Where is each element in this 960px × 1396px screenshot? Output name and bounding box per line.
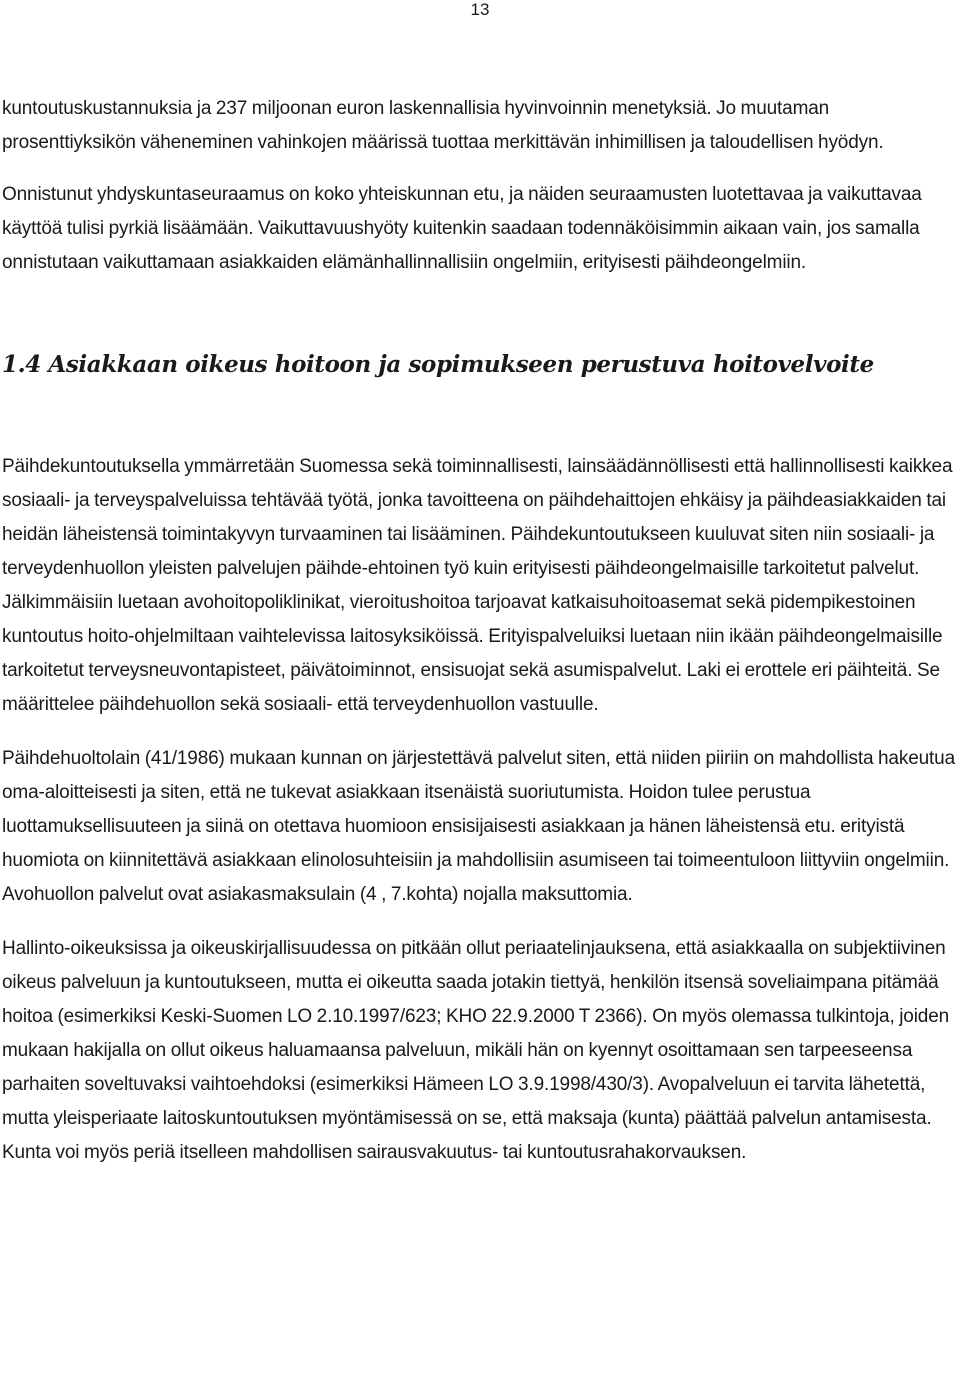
paragraph-2: Onnistunut yhdyskuntaseuraamus on koko yhteiskunnan etu, ja näiden seuraamusten luotettavaa ja vaikuttavaa käyttöä tulisi pyrkiä lisäämään. Vaikuttavuushyöty kuitenkin saadaan todennäköisimmin aikaan vain, jos samalla onnistutaan vaikuttamaan asiakkaiden elämänhallinnallisiin ongelmiin, erityisesti päihdeongelmiin.	[2, 184, 922, 273]
paragraph-4: Päihdehuoltolain (41/1986) mukaan kunnan on järjestettävä palvelut siten, että niiden piiriin on mahdollista hakeutua oma-aloitteisesti ja siten, että ne tukevat asiakkaan itsenäistä suoriutumista. Hoidon tulee perustua luottamuksellisuuteen ja siinä on otettava huomioon ensisijaisesti asiakkaan ja hänen läheistensä etu. erityistä huomiota on kiinnitettävä asiakkaan elinolosuhteisiin ja mahdollisiin asumiseen tai toimeentuloon liittyviin ongelmiin. Avohuollon palvelut ovat asiakasmaksulain (4 , 7.kohta) nojalla maksuttomia.	[2, 748, 955, 905]
section-heading: 1.4 Asiakkaan oikeus hoitoon ja sopimukseen perustuva hoitovelvoite	[2, 351, 874, 378]
paragraph-5: Hallinto-oikeuksissa ja oikeuskirjallisuudessa on pitkään ollut periaatelinjauksena, että asiakkaalla on subjektiivinen oikeus palveluun ja kuntoutukseen, mutta ei oikeutta saada jotakin tiettyä, henkilön itsensä soveliaimpana pitämää hoitoa (esimerkiksi Keski-Suomen LO 2.10.1997/623; KHO 22.9.2000 T 2366). On myös olemassa tulkintoja, joiden mukaan hakijalla on ollut oikeus haluamaansa palveluun, mikäli hän on kyennyt osoittamaan sen tarpeeseensa parhaiten soveltuvaksi vaihtoehdoksi (esimerkiksi Hämeen LO 3.9.1998/430/3). Avopalveluun ei tarvita lähetettä, mutta yleisperiaate laitoskuntoutuksen myöntämisessä on se, että maksaja (kunta) päättää palvelun antamisesta. Kunta voi myös periä itselleen mahdollisen sairausvakuutus- tai kuntoutusrahakorvauksen.	[2, 938, 950, 1163]
page-number: 13	[470, 0, 490, 19]
paragraph-3: Päihdekuntoutuksella ymmärretään Suomessa sekä toiminnallisesti, lainsäädännöllisesti että hallinnollisesti kaikkea sosiaali- ja terveyspalveluissa tehtävää työtä, jonka tavoitteena on päihdehaittojen ehkäisy ja päihdeasiakkaiden tai heidän läheistensä toimintakyvyn turvaaminen tai lisääminen. Päihdekuntoutukseen kuuluvat siten niin sosiaali- ja terveydenhuollon yleisten palvelujen päihde-ehtoinen työ kuin erityisesti päihdeongelmaisille tarkoitetut palvelut. Jälkimmäisiin luetaan avohoitopoliklinikat, vieroitushoitoa tarjoavat katkaisuhoitoasemat sekä pidempikestoinen kuntoutus hoito-ohjelmiltaan vaihtelevissa laitosyksiköissä. Erityispalveluiksi luetaan niin ikään päihdeongelmaisille tarkoitetut terveysneuvontapisteet, päivätoiminnot, ensisuojat sekä asumispalvelut. Laki ei erottele eri päihteitä. Se määrittelee päihdehuollon sekä sosiaali- että terveydenhuollon vastuulle.	[2, 456, 953, 715]
document-body	[2, 92, 956, 1170]
paragraph-1: kuntoutuskustannuksia ja 237 miljoonan euron laskennallisia hyvinvoinnin menetyksiä. Jo muutaman prosenttiyksikön väheneminen vahinkojen määrissä tuottaa merkittävän inhimillisen ja taloudellisen hyödyn.	[2, 98, 884, 153]
